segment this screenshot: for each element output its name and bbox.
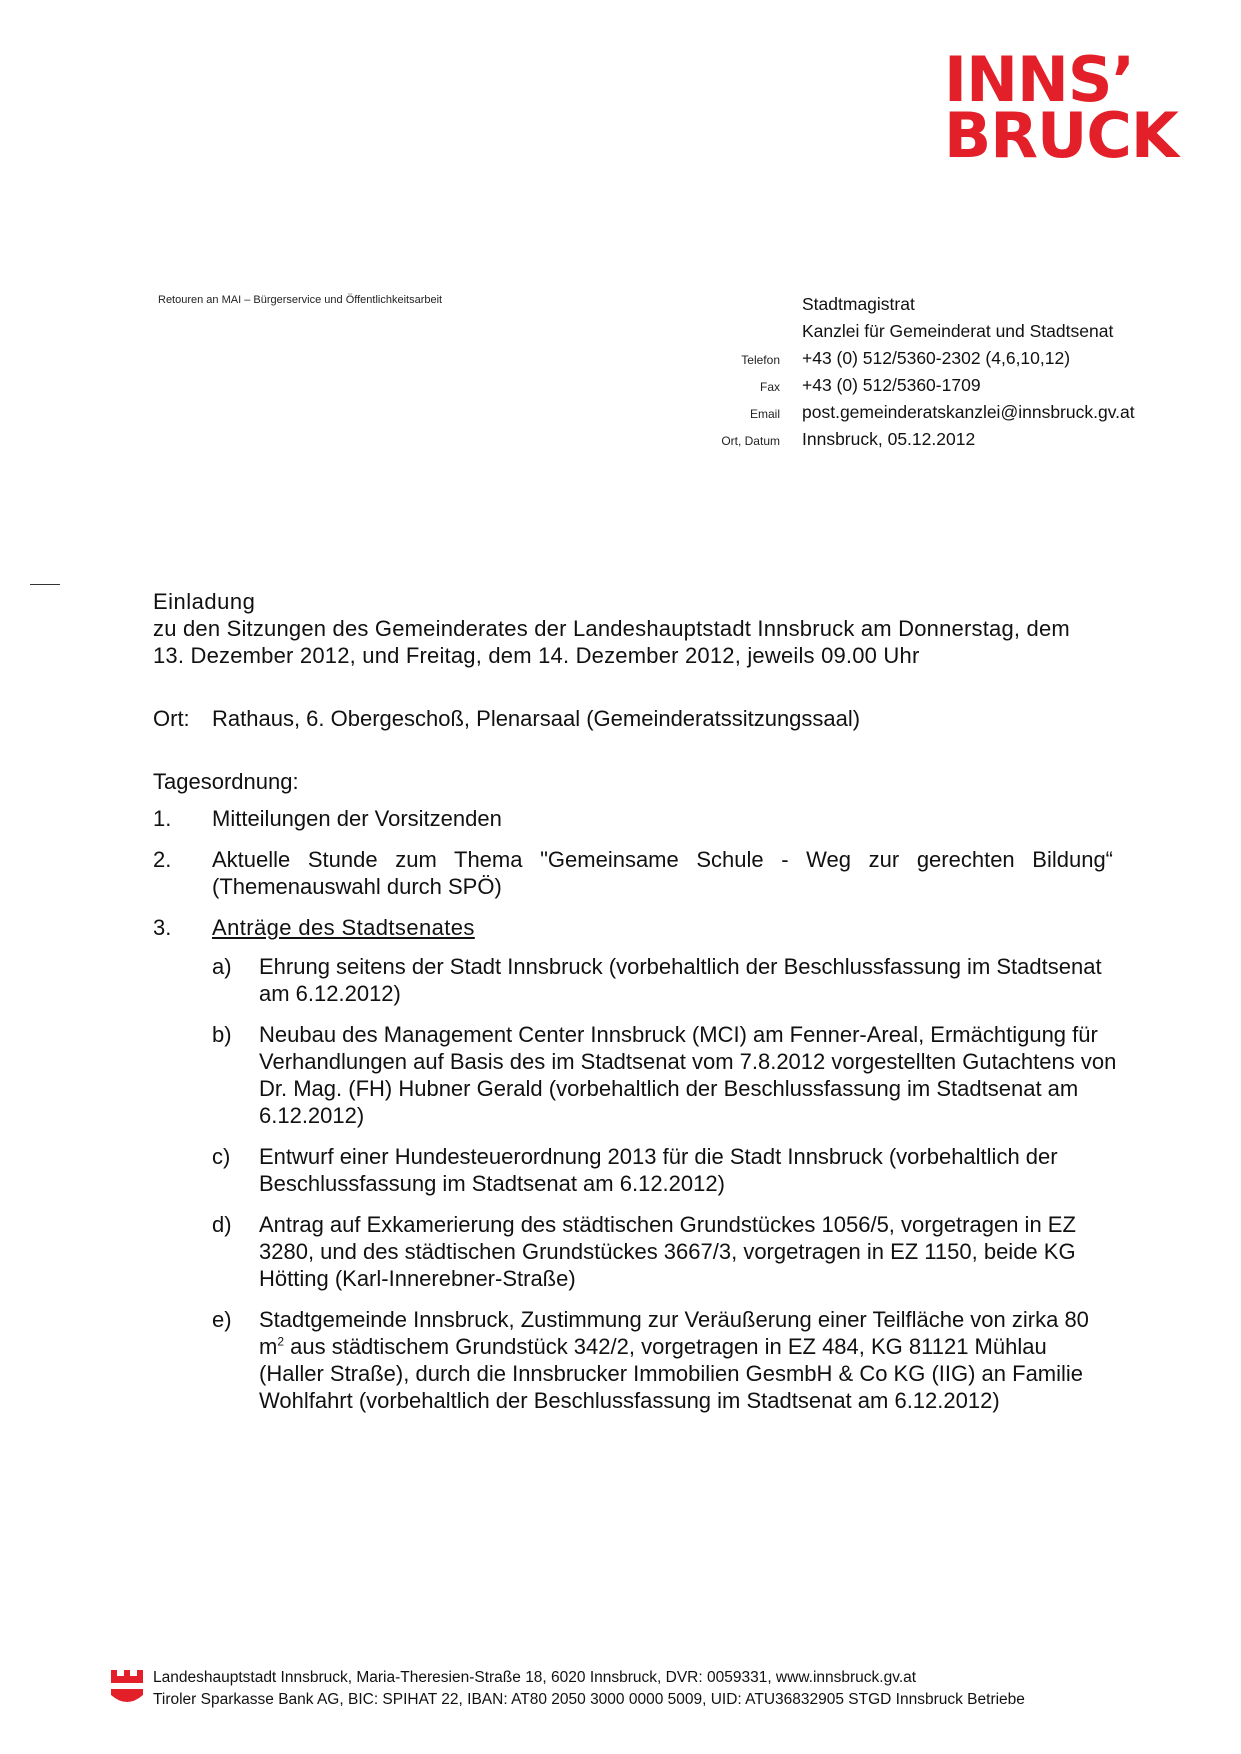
location-value: Rathaus, 6. Obergeschoß, Plenarsaal (Gemeinderatssitzungssaal) xyxy=(212,706,861,731)
letter-title: Einladung xyxy=(153,589,256,614)
sub-item-text: Antrag auf Exkamerierung des städtischen Grundstückes 1056/5, vorgetragen in EZ 3280, und des städtischen Grundstückes 3667/3, vorgetragen in EZ 1150, beide KG Hötting (Karl-Innerebner-Straße) xyxy=(259,1212,1076,1291)
sub-item-text xyxy=(259,1306,1143,1414)
agenda-item-text: Anträge des Stadtsenates xyxy=(212,915,475,940)
sub-item-text-part: aus städtischem Grundstück 342/2, vorgetragen in EZ 484, KG 81121 Mühlau (Haller Straße), durch die Innsbrucker Immobilien GesmbH & Co KG (IIG) an Familie Wohlfahrt (vorbehaltlich der Beschlussfassung im Stadtsenat am 6.12.2012) xyxy=(259,1334,1084,1413)
location xyxy=(153,705,1143,732)
sub-item-text: Entwurf einer Hundesteuerordnung 2013 für die Stadt Innsbruck (vorbehaltlich der Beschlussfassung im Stadtsenat am 6.12.2012) xyxy=(259,1144,1058,1196)
innsbruck-logo xyxy=(944,43,1194,172)
intro-line-1: zu den Sitzungen des Gemeinderates der Landeshauptstadt Innsbruck am Donnerstag, dem xyxy=(153,616,1070,641)
sub-items xyxy=(212,953,1143,1414)
sub-item xyxy=(212,1306,1143,1414)
footer xyxy=(153,1667,1025,1711)
agenda-item xyxy=(153,914,1143,941)
fax-value: +43 (0) 512/5360-1709 xyxy=(802,375,981,395)
sub-item-letter: d) xyxy=(212,1212,232,1237)
intro-line-2: 13. Dezember 2012, und Freitag, dem 14. Dezember 2012, jeweils 09.00 Uhr xyxy=(153,643,920,668)
agenda-item-number: 2. xyxy=(153,847,172,872)
sender-office: Kanzlei für Gemeinderat und Stadtsenat xyxy=(802,321,1114,341)
date-value: Innsbruck, 05.12.2012 xyxy=(802,429,976,449)
sub-item-letter: e) xyxy=(212,1307,232,1332)
agenda-item xyxy=(153,846,1143,900)
agenda-item xyxy=(153,805,1143,832)
sub-item-letter: a) xyxy=(212,954,232,979)
footer-line-1: Landeshauptstadt Innsbruck, Maria-Theresien-Straße 18, 6020 Innsbruck, DVR: 0059331, www.innsbruck.gv.at xyxy=(153,1669,917,1686)
superscript: 2 xyxy=(277,1334,285,1349)
email-value: post.gemeinderatskanzlei@innsbruck.gv.at xyxy=(802,402,1135,422)
location-label: Ort: xyxy=(153,706,190,731)
sender-block xyxy=(700,294,1220,456)
logo-line-1: INNS’ xyxy=(944,43,1135,116)
letter-body xyxy=(153,588,1143,1428)
date-label: Ort, Datum xyxy=(721,434,780,448)
agenda-item-text: Mitteilungen der Vorsitzenden xyxy=(212,806,502,831)
city-crest-icon xyxy=(110,1668,144,1708)
email-label: Email xyxy=(749,407,780,421)
fax-label: Fax xyxy=(759,380,780,394)
agenda-item-text: Aktuelle Stunde zum Thema "Gemeinsame Schule - Weg zur gerechten Bildung“ (Themenauswahl durch SPÖ) xyxy=(212,847,1113,899)
fold-mark xyxy=(30,584,60,585)
sub-item xyxy=(212,1143,1143,1197)
sub-item xyxy=(212,1211,1143,1292)
phone-value: +43 (0) 512/5360-2302 (4,6,10,12) xyxy=(802,348,1071,368)
sub-item-text: Neubau des Management Center Innsbruck (MCI) am Fenner-Areal, Ermächtigung für Verhandlungen auf Basis des im Stadtsenat vom 7.8.2012 vorgestellten Gutachtens von Dr. Mag. (FH) Hubner Gerald (vorbehaltlich der Beschlussfassung im Stadtsenat am 6.12.2012) xyxy=(259,1022,1117,1128)
agenda-heading: Tagesordnung: xyxy=(153,769,299,794)
sub-item-text-part: Stadtgemeinde Innsbruck, Zustimmung zur Veräußerung einer Teilfläche von zirka 80 m xyxy=(259,1307,1089,1359)
agenda-item-number: 3. xyxy=(153,915,172,940)
footer-line-2: Tiroler Sparkasse Bank AG, BIC: SPIHAT 22, IBAN: AT80 2050 3000 0000 5009, UID: ATU36832905 STGD Innsbruck Betriebe xyxy=(153,1691,1025,1708)
sender-org: Stadtmagistrat xyxy=(802,294,915,314)
sub-item xyxy=(212,953,1143,1007)
sub-item-text: Ehrung seitens der Stadt Innsbruck (vorbehaltlich der Beschlussfassung im Stadtsenat am 6.12.2012) xyxy=(259,954,1102,1006)
sub-item xyxy=(212,1021,1143,1129)
sub-item-letter: b) xyxy=(212,1022,232,1047)
sub-item-letter: c) xyxy=(212,1144,231,1169)
agenda-item-number: 1. xyxy=(153,806,172,831)
phone-label: Telefon xyxy=(741,353,780,367)
return-address: Retouren an MAI – Bürgerservice und Öffentlichkeitsarbeit xyxy=(158,294,443,306)
logo-line-2: BRUCK xyxy=(944,99,1178,172)
